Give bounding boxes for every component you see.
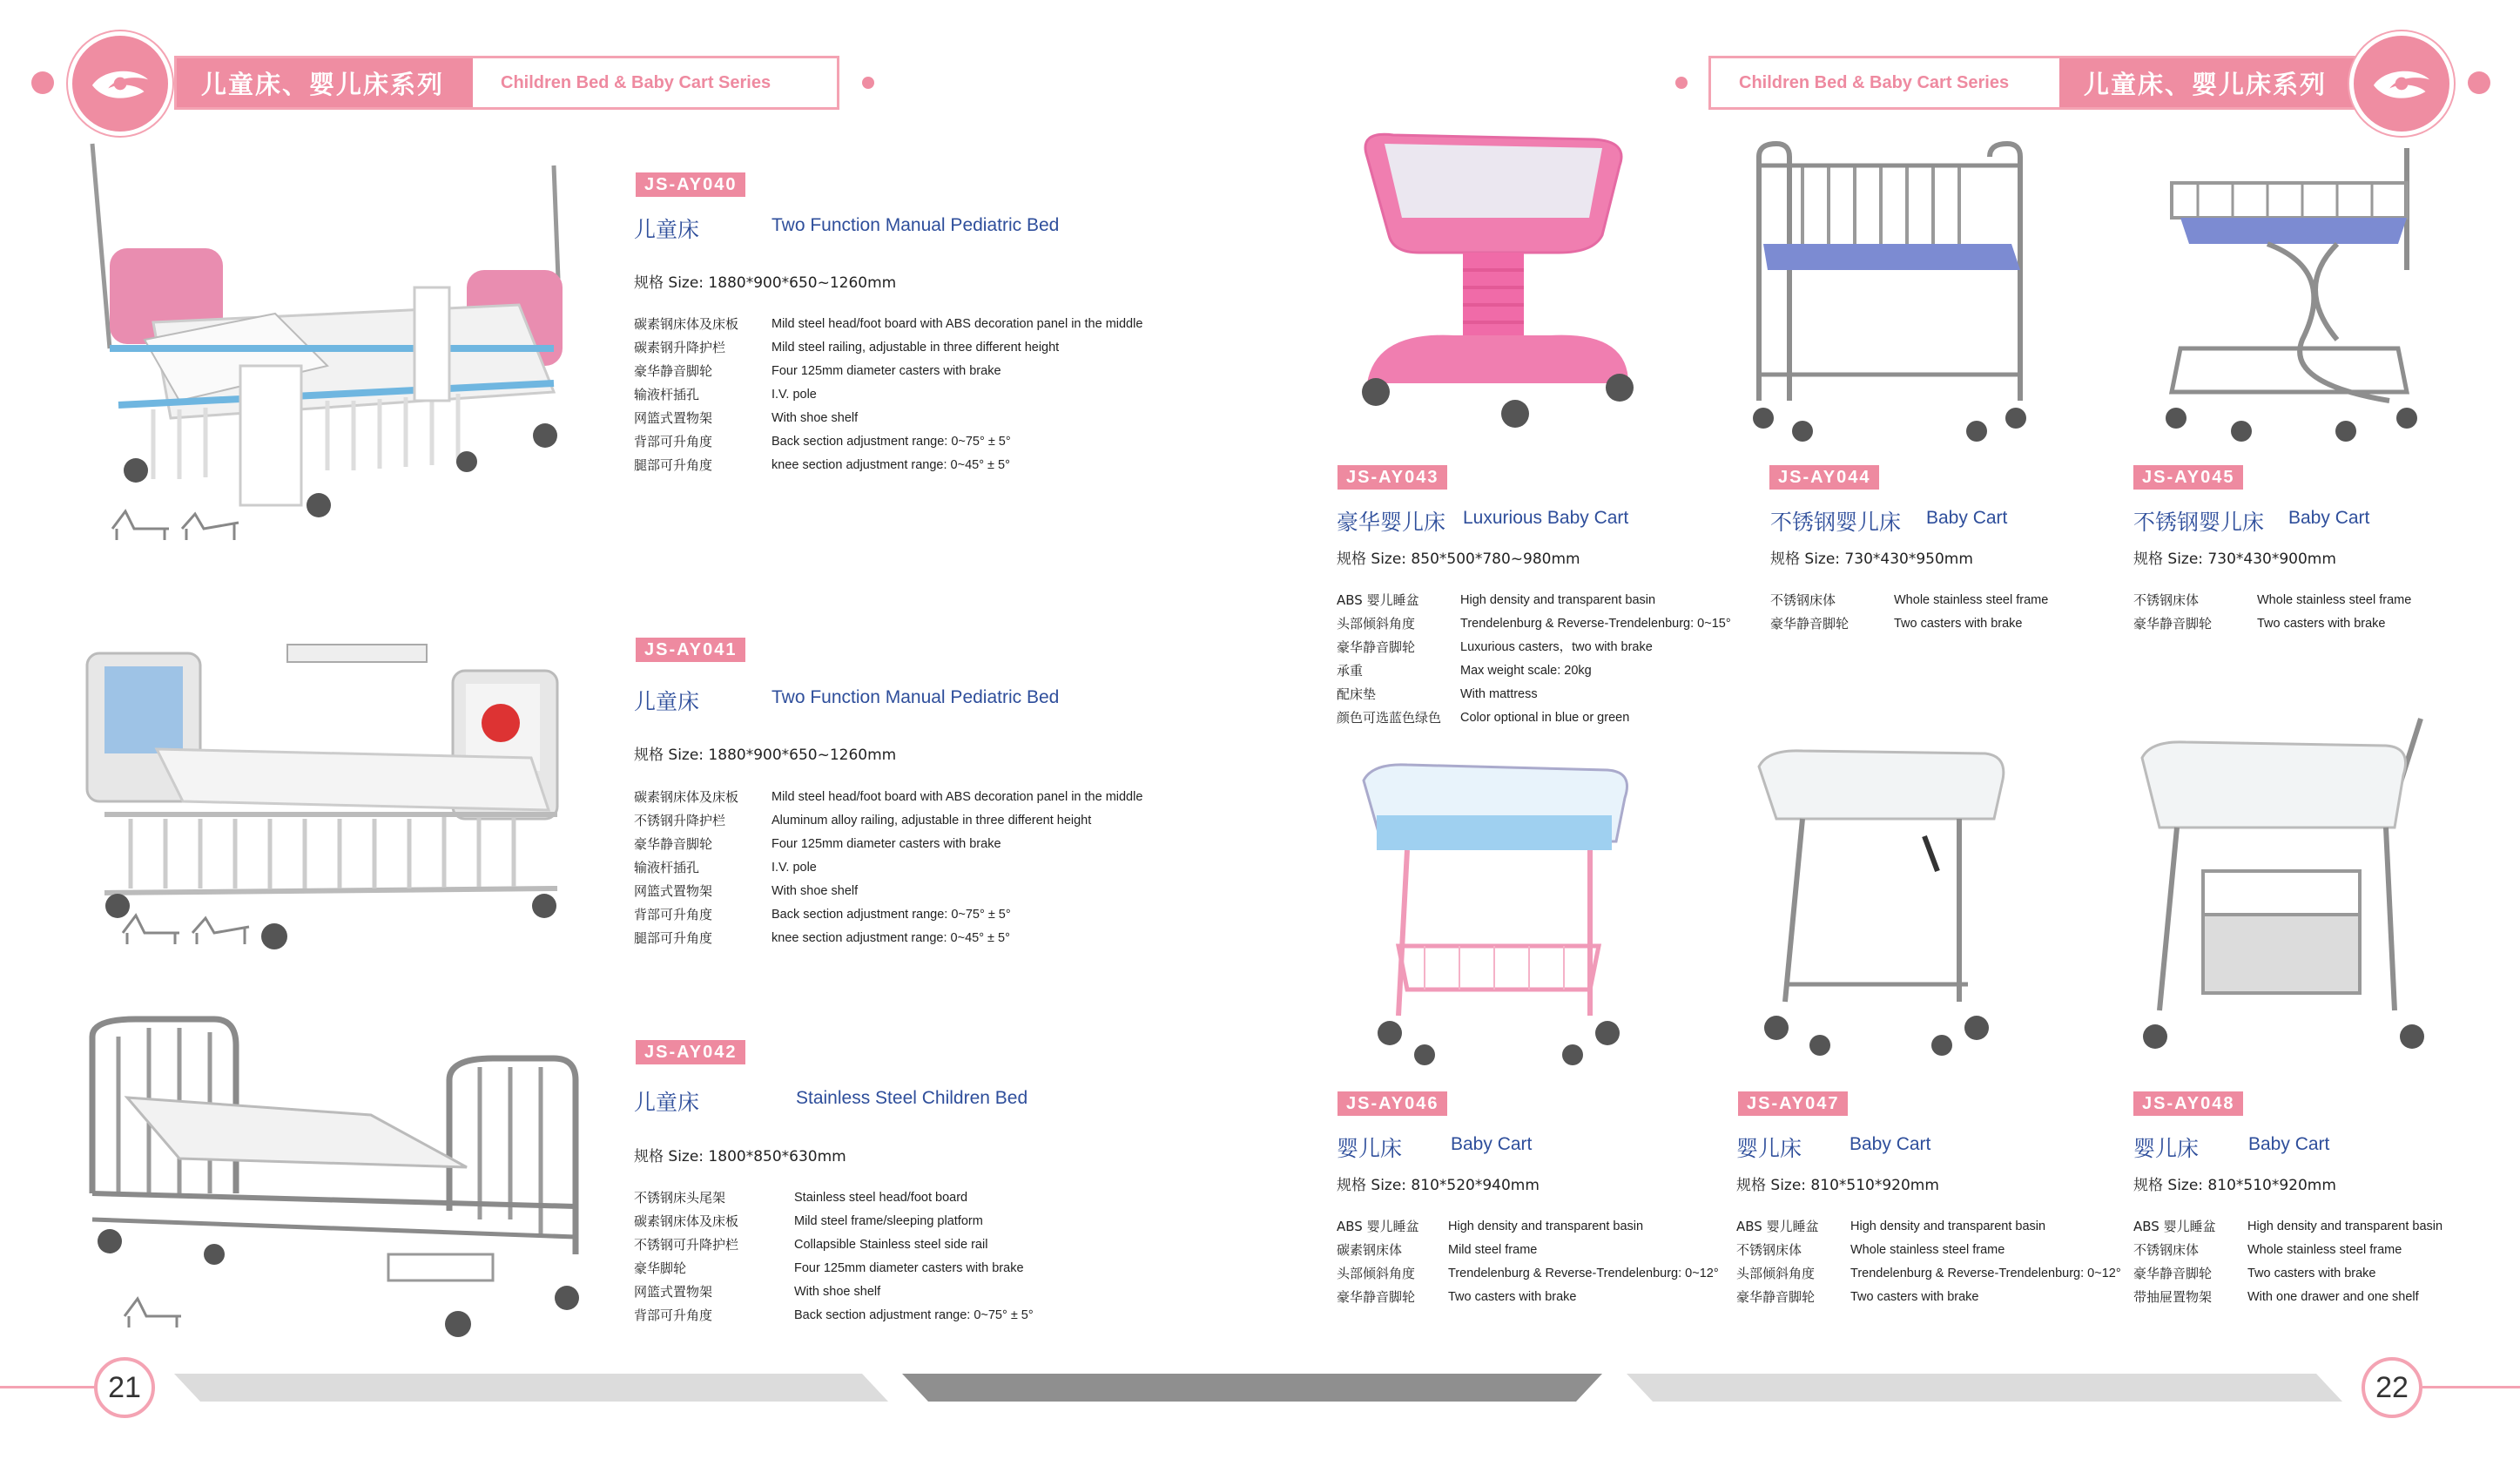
spec-label: 头部倾斜角度 — [1736, 1266, 1816, 1281]
spec-value: I.V. pole — [771, 388, 817, 402]
spec-value: Whole stainless steel frame — [1850, 1243, 2005, 1257]
spec-row — [2133, 589, 2411, 612]
spec-label: ABS 婴儿睡盆 — [2133, 1219, 2216, 1234]
cart-photo-ay045 — [2163, 139, 2424, 444]
spec-label: 豪华静音脚轮 — [2133, 1266, 2213, 1281]
spec-value: With shoe shelf — [771, 411, 859, 425]
product-title-en: Baby Cart — [2248, 1134, 2330, 1154]
spec-row — [1337, 1215, 1719, 1239]
position-thumbnail — [108, 498, 247, 542]
product-title-cn: 不锈钢婴儿床 — [2133, 510, 2265, 535]
spec-row — [1337, 1262, 1719, 1286]
spec-value: High density and transparent basin — [1850, 1219, 2046, 1233]
spec-value: Luxurious casters，two with brake — [1460, 640, 1653, 654]
bed-photo-ay041 — [78, 627, 583, 949]
product-title-en: Baby Cart — [2288, 508, 2370, 528]
spec-row — [1736, 1239, 2121, 1262]
spec-value: Two casters with brake — [2257, 617, 2386, 631]
spec-row — [634, 454, 1142, 477]
spec-label: 碳素钢床体及床板 — [634, 789, 739, 805]
spec-label: 豪华静音脚轮 — [1770, 616, 1850, 632]
spec-value: With mattress — [1460, 687, 1538, 701]
spec-value: Mild steel frame — [1448, 1243, 1538, 1257]
spec-value: Two casters with brake — [1894, 617, 2023, 631]
spec-label: ABS 婴儿睡盆 — [1337, 1219, 1419, 1234]
header-right — [1708, 56, 2374, 110]
spec-value: Mild steel frame/sleeping platform — [794, 1214, 983, 1228]
spec-row — [634, 903, 1142, 927]
position-thumbnail — [120, 1286, 190, 1329]
spec-row — [634, 1186, 1034, 1210]
header-left — [174, 56, 839, 110]
spec-row — [1337, 612, 1731, 636]
spec-list — [1337, 1215, 1719, 1309]
spec-value: Collapsible Stainless steel side rail — [794, 1238, 988, 1252]
spec-row — [634, 1257, 1034, 1280]
spec-value: High density and transparent basin — [2247, 1219, 2443, 1233]
product-title-en: Two Function Manual Pediatric Bed — [771, 687, 1060, 707]
product-size: 规格 Size: 850*500*780~980mm — [1337, 551, 1580, 568]
product-size: 规格 Size: 1880*900*650~1260mm — [634, 274, 897, 292]
cart-photo-ay043 — [1341, 122, 1654, 444]
spec-row — [634, 1304, 1034, 1328]
spec-label: 带抽屉置物架 — [2133, 1289, 2213, 1305]
header-right-en: Children Bed & Baby Cart Series — [1739, 72, 2010, 92]
spec-row — [1736, 1215, 2121, 1239]
spec-row — [1770, 612, 2048, 636]
spec-value: Two casters with brake — [2247, 1267, 2376, 1280]
spec-label: 豪华静音脚轮 — [1337, 639, 1416, 655]
decor-dot — [31, 71, 54, 94]
product-title-en: Two Function Manual Pediatric Bed — [771, 215, 1060, 235]
product-title-cn: 婴儿床 — [1337, 1136, 1403, 1161]
spec-row — [1337, 706, 1731, 730]
footer-stripe — [174, 1374, 2351, 1402]
spec-row — [634, 786, 1142, 809]
product-title-en: Baby Cart — [1926, 508, 2008, 528]
spec-row — [2133, 1262, 2443, 1286]
spec-value: Aluminum alloy railing, adjustable in three different height — [771, 814, 1092, 828]
spec-value: Two casters with brake — [1850, 1290, 1979, 1304]
spec-row — [1736, 1262, 2121, 1286]
cart-photo-ay046 — [1355, 754, 1642, 1068]
spec-label: 豪华静音脚轮 — [2133, 616, 2213, 632]
spec-label: 头部倾斜角度 — [1337, 1266, 1416, 1281]
decor-dot — [862, 77, 874, 89]
spec-label: 不锈钢床体 — [2133, 592, 2200, 608]
product-code: JS-AY042 — [636, 1040, 745, 1064]
spec-value: Back section adjustment range: 0~75° ± 5° — [794, 1308, 1034, 1322]
spec-label: 碳素钢升降护栏 — [634, 340, 726, 355]
spec-list — [1770, 589, 2048, 636]
page-number-right: 22 — [2362, 1357, 2422, 1418]
spec-row — [1337, 1239, 1719, 1262]
spec-label: 不锈钢升降护栏 — [634, 813, 726, 828]
product-size: 规格 Size: 1800*850*630mm — [634, 1148, 846, 1165]
spec-value: I.V. pole — [771, 861, 817, 875]
spec-value: With shoe shelf — [794, 1285, 881, 1299]
spec-row — [634, 833, 1142, 856]
spec-label: 不锈钢床体 — [1770, 592, 1836, 608]
spec-value: High density and transparent basin — [1460, 593, 1656, 607]
product-title-cn: 豪华婴儿床 — [1337, 510, 1446, 535]
spec-label: 不锈钢可升降护栏 — [634, 1237, 739, 1253]
product-size: 规格 Size: 810*520*940mm — [1337, 1177, 1540, 1194]
cart-photo-ay048 — [2133, 714, 2438, 1063]
brand-logo — [2349, 31, 2454, 136]
spec-label: 网篮式置物架 — [634, 410, 713, 426]
product-title-cn: 儿童床 — [634, 689, 700, 714]
spec-label: 承重 — [1337, 663, 1364, 679]
cart-photo-ay047 — [1750, 740, 2011, 1063]
spec-value: knee section adjustment range: 0~45° ± 5° — [771, 458, 1010, 472]
spec-label: 腿部可升角度 — [634, 930, 713, 946]
spec-list — [634, 786, 1142, 950]
product-code: JS-AY044 — [1769, 465, 1879, 490]
spec-label: ABS 婴儿睡盆 — [1736, 1219, 1819, 1234]
spec-value: Whole stainless steel frame — [2257, 593, 2412, 607]
spec-row — [634, 809, 1142, 833]
spec-row — [1337, 1286, 1719, 1309]
spec-list — [1736, 1215, 2121, 1309]
spec-label: 头部倾斜角度 — [1337, 616, 1416, 632]
spec-row — [634, 430, 1142, 454]
spec-value: Mild steel head/foot board with ABS decoration panel in the middle — [771, 317, 1143, 331]
spec-label: 豪华静音脚轮 — [634, 836, 713, 852]
spec-value: Stainless steel head/foot board — [794, 1191, 968, 1205]
spec-row — [1337, 636, 1731, 659]
spec-value: Two casters with brake — [1448, 1290, 1577, 1304]
spec-value: knee section adjustment range: 0~45° ± 5° — [771, 931, 1010, 945]
product-size: 规格 Size: 1880*900*650~1260mm — [634, 747, 897, 764]
spec-value: Mild steel head/foot board with ABS decoration panel in the middle — [771, 790, 1143, 804]
spec-row — [634, 1280, 1034, 1304]
spec-value: Trendelenburg & Reverse-Trendelenburg: 0~12° — [1850, 1267, 2121, 1280]
spec-row — [634, 360, 1142, 383]
product-title-cn: 婴儿床 — [1736, 1136, 1802, 1161]
decor-dot — [1675, 77, 1688, 89]
spec-row — [1337, 683, 1731, 706]
product-code: JS-AY043 — [1337, 465, 1447, 490]
spec-list — [2133, 1215, 2443, 1309]
product-code: JS-AY047 — [1738, 1091, 1848, 1116]
spec-label: ABS 婴儿睡盆 — [1337, 592, 1419, 608]
spec-label: 碳素钢床体及床板 — [634, 1213, 739, 1229]
spec-value: Color optional in blue or green — [1460, 711, 1630, 725]
page-number-left: 21 — [94, 1357, 155, 1418]
product-title-en: Baby Cart — [1451, 1134, 1533, 1154]
footer-line — [0, 1386, 96, 1388]
spec-label: 输液杆插孔 — [634, 387, 700, 402]
spec-value: Trendelenburg & Reverse-Trendelenburg: 0~15° — [1460, 617, 1731, 631]
spec-label: 背部可升角度 — [634, 434, 713, 449]
spec-label: 豪华脚轮 — [634, 1260, 687, 1276]
footer-line — [2422, 1386, 2520, 1388]
spec-row — [634, 1233, 1034, 1257]
spec-label: 豪华静音脚轮 — [1337, 1289, 1416, 1305]
spec-row — [634, 1210, 1034, 1233]
spec-value: Max weight scale: 20kg — [1460, 664, 1592, 678]
spec-value: Back section adjustment range: 0~75° ± 5° — [771, 435, 1011, 449]
spec-row — [634, 880, 1142, 903]
spec-label: 不锈钢床头尾架 — [634, 1190, 726, 1206]
spec-label: 豪华静音脚轮 — [634, 363, 713, 379]
spec-row — [1736, 1286, 2121, 1309]
spec-value: Four 125mm diameter casters with brake — [771, 837, 1001, 851]
spec-row — [2133, 1239, 2443, 1262]
spec-label: 颜色可选蓝色绿色 — [1337, 710, 1442, 726]
product-title-cn: 儿童床 — [634, 217, 700, 242]
spec-label: 豪华静音脚轮 — [1736, 1289, 1816, 1305]
spec-value: Mild steel railing, adjustable in three different height — [771, 341, 1060, 355]
spec-label: 配床垫 — [1337, 686, 1377, 702]
spec-value: With shoe shelf — [771, 884, 859, 898]
spec-row — [1770, 589, 2048, 612]
spec-label: 不锈钢床体 — [2133, 1242, 2200, 1258]
spec-list — [2133, 589, 2411, 636]
product-code: JS-AY046 — [1337, 1091, 1447, 1116]
product-size: 规格 Size: 730*430*900mm — [2133, 551, 2336, 568]
product-title-en: Stainless Steel Children Bed — [796, 1088, 1028, 1108]
spec-list — [634, 1186, 1034, 1328]
product-title-en: Baby Cart — [1850, 1134, 1931, 1154]
spec-list — [634, 313, 1142, 477]
spec-value: With one drawer and one shelf — [2247, 1290, 2419, 1304]
spec-label: 碳素钢床体及床板 — [634, 316, 739, 332]
spec-value: Whole stainless steel frame — [1894, 593, 2049, 607]
spec-row — [2133, 1286, 2443, 1309]
product-title-en: Luxurious Baby Cart — [1463, 508, 1629, 528]
product-size: 规格 Size: 810*510*920mm — [2133, 1177, 2336, 1194]
header-right-cn: 儿童床、婴儿床系列 — [2059, 58, 2371, 107]
spec-label: 不锈钢床体 — [1736, 1242, 1802, 1258]
spec-value: High density and transparent basin — [1448, 1219, 1644, 1233]
spec-label: 网篮式置物架 — [634, 1284, 713, 1300]
product-code: JS-AY048 — [2133, 1091, 2243, 1116]
product-code: JS-AY040 — [636, 172, 745, 197]
product-size: 规格 Size: 810*510*920mm — [1736, 1177, 1939, 1194]
position-thumbnail — [118, 902, 258, 946]
bed-photo-ay040 — [66, 139, 589, 523]
product-title-cn: 婴儿床 — [2133, 1136, 2200, 1161]
spec-row — [634, 407, 1142, 430]
spec-label: 腿部可升角度 — [634, 457, 713, 473]
spec-value: Four 125mm diameter casters with brake — [771, 364, 1001, 378]
spec-row — [634, 336, 1142, 360]
spec-value: Four 125mm diameter casters with brake — [794, 1261, 1024, 1275]
spec-label: 背部可升角度 — [634, 907, 713, 922]
product-code: JS-AY045 — [2133, 465, 2243, 490]
spec-row — [1337, 659, 1731, 683]
spec-row — [2133, 1215, 2443, 1239]
spec-label: 输液杆插孔 — [634, 860, 700, 875]
spec-row — [634, 313, 1142, 336]
spec-value: Trendelenburg & Reverse-Trendelenburg: 0~12° — [1448, 1267, 1719, 1280]
spec-row — [1337, 589, 1731, 612]
spec-row — [634, 856, 1142, 880]
spec-label: 背部可升角度 — [634, 1307, 713, 1323]
spec-row — [634, 383, 1142, 407]
product-size: 规格 Size: 730*430*950mm — [1770, 551, 1973, 568]
product-code: JS-AY041 — [636, 638, 745, 662]
spec-label: 碳素钢床体 — [1337, 1242, 1403, 1258]
cart-photo-ay044 — [1750, 139, 2029, 444]
spec-row — [634, 927, 1142, 950]
spec-row — [2133, 612, 2411, 636]
spec-label: 网篮式置物架 — [634, 883, 713, 899]
spec-list — [1337, 589, 1731, 730]
spec-value: Back section adjustment range: 0~75° ± 5° — [771, 908, 1011, 922]
spec-value: Whole stainless steel frame — [2247, 1243, 2402, 1257]
header-left-cn: 儿童床、婴儿床系列 — [177, 58, 473, 107]
decor-dot — [2468, 71, 2490, 94]
brand-logo — [68, 31, 172, 136]
header-left-en: Children Bed & Baby Cart Series — [501, 72, 771, 92]
product-title-cn: 儿童床 — [634, 1090, 700, 1115]
product-title-cn: 不锈钢婴儿床 — [1770, 510, 1902, 535]
